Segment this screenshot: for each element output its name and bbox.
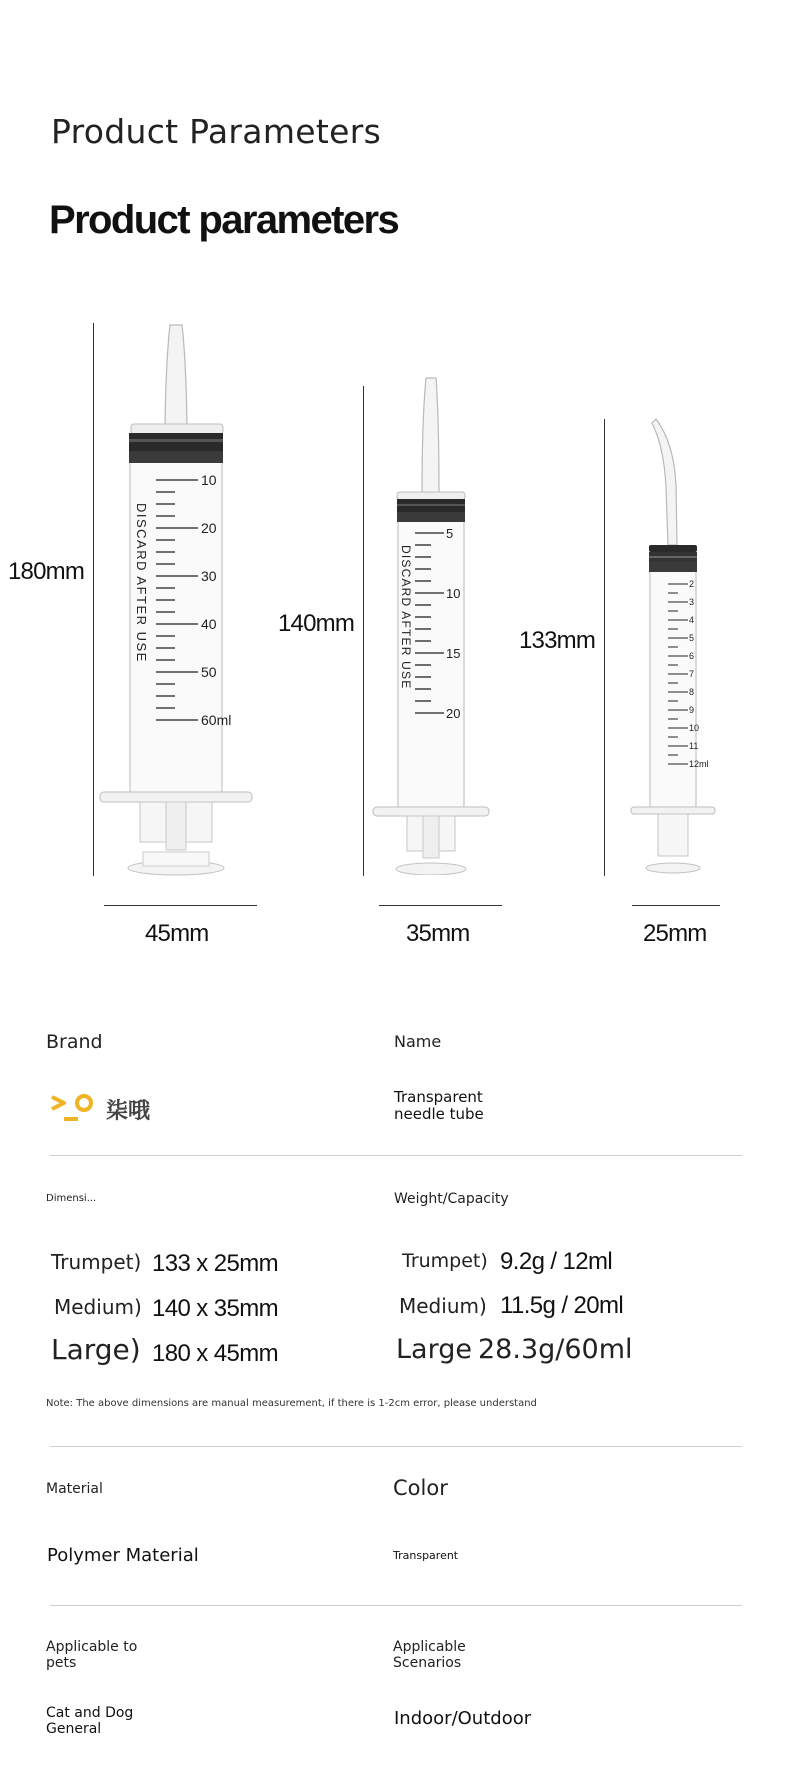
width-label-small: 25mm — [643, 920, 707, 947]
dimension-size: Large) — [51, 1333, 141, 1366]
scale-label: 15 — [446, 646, 461, 661]
syringe-small-image — [628, 415, 728, 880]
color-label: Color — [393, 1476, 448, 1500]
brand-logo-text: 柒哦 — [106, 1099, 151, 1124]
scale-label: 60ml — [201, 712, 232, 728]
height-label-small: 133mm — [519, 627, 596, 654]
weight-value: 11.5g / 20ml — [500, 1292, 624, 1319]
syringe-large-body — [100, 325, 252, 890]
scale-label: 7 — [689, 669, 695, 679]
pets-value — [46, 1705, 133, 1737]
scale-label: 3 — [689, 597, 695, 607]
scenarios-value: Indoor/Outdoor — [394, 1708, 532, 1729]
pets-label-line: pets — [46, 1655, 77, 1671]
syringe-small-body — [631, 419, 715, 873]
scale-label: 30 — [201, 568, 217, 584]
scale-label: 40 — [201, 616, 217, 632]
syringe-medium-body — [373, 378, 489, 875]
brand-label: Brand — [46, 1031, 103, 1053]
weight-value: 28.3g/60ml — [478, 1334, 633, 1365]
color-value: Transparent — [393, 1549, 459, 1562]
pets-label — [46, 1639, 137, 1671]
scale-label: 9 — [689, 705, 695, 715]
scale-label: 8 — [689, 687, 695, 697]
section-divider — [50, 1446, 742, 1447]
scale-label: 50 — [201, 664, 217, 680]
weight-size: Medium) — [399, 1294, 487, 1318]
material-value: Polymer Material — [47, 1545, 199, 1566]
pets-value-line: General — [46, 1721, 102, 1737]
width-label-large: 45mm — [145, 920, 209, 947]
height-label-medium: 140mm — [278, 610, 355, 637]
brand-logo-mark — [50, 1093, 110, 1127]
pets-label-line: Applicable to — [46, 1639, 138, 1655]
discard-label: DISCARD AFTER USE — [399, 545, 413, 690]
note-text: Note: The above dimensions are manual measurement, if there is 1-2cm error, please understand — [46, 1398, 537, 1409]
scenarios-label-line: Scenarios — [393, 1655, 462, 1671]
scale-label: 6 — [689, 651, 695, 661]
dimension-value: 140 x 35mm — [152, 1295, 279, 1322]
name-value-line: Transparent — [394, 1088, 483, 1106]
section-divider — [50, 1155, 742, 1156]
scale-label: 2 — [689, 579, 695, 589]
scale-label: 10 — [201, 472, 217, 488]
name-label: Name — [394, 1032, 442, 1051]
section-divider — [50, 1605, 742, 1606]
width-line-medium — [379, 905, 502, 906]
name-value — [394, 1089, 484, 1123]
name-value-line: needle tube — [394, 1105, 484, 1123]
width-label-medium: 35mm — [406, 920, 470, 947]
scale-label: 10 — [689, 723, 700, 733]
brand-logo — [50, 1093, 110, 1127]
scale-label: 5 — [689, 633, 695, 643]
syringe-large-image — [95, 320, 265, 890]
dimension-value: 180 x 45mm — [152, 1340, 279, 1367]
height-line-large — [93, 323, 94, 876]
width-line-large — [104, 905, 257, 906]
weight-value: 9.2g / 12ml — [500, 1248, 613, 1275]
pets-value-line: Cat and Dog — [46, 1705, 134, 1721]
discard-label: DISCARD AFTER USE — [134, 503, 149, 663]
scale-label: 4 — [689, 615, 695, 625]
dimensions-label: Dimensi... — [46, 1193, 97, 1204]
page-title: Product parameters — [49, 198, 399, 242]
scale-label: 10 — [446, 586, 461, 601]
weight-size: Large — [396, 1334, 472, 1365]
height-label-large: 180mm — [8, 558, 85, 585]
dimension-size: Medium) — [54, 1295, 142, 1319]
scale-label: 11 — [689, 741, 699, 751]
page-header-title: Product Parameters — [51, 112, 382, 151]
dimension-value: 133 x 25mm — [152, 1250, 279, 1277]
width-line-small — [632, 905, 720, 906]
dimension-size: Trumpet) — [51, 1250, 142, 1274]
scenarios-label-line: Applicable — [393, 1639, 466, 1655]
height-line-medium — [363, 386, 364, 876]
weight-label: Weight/Capacity — [394, 1191, 509, 1207]
syringe-medium-image — [365, 375, 505, 875]
weight-size: Trumpet) — [402, 1250, 488, 1272]
material-label: Material — [46, 1481, 103, 1497]
scale-label: 20 — [201, 520, 217, 536]
scale-label: 12ml — [689, 759, 709, 769]
height-line-small — [604, 419, 605, 876]
scale-label: 5 — [446, 526, 454, 541]
scenarios-label — [393, 1639, 466, 1671]
scale-label: 20 — [446, 706, 461, 721]
